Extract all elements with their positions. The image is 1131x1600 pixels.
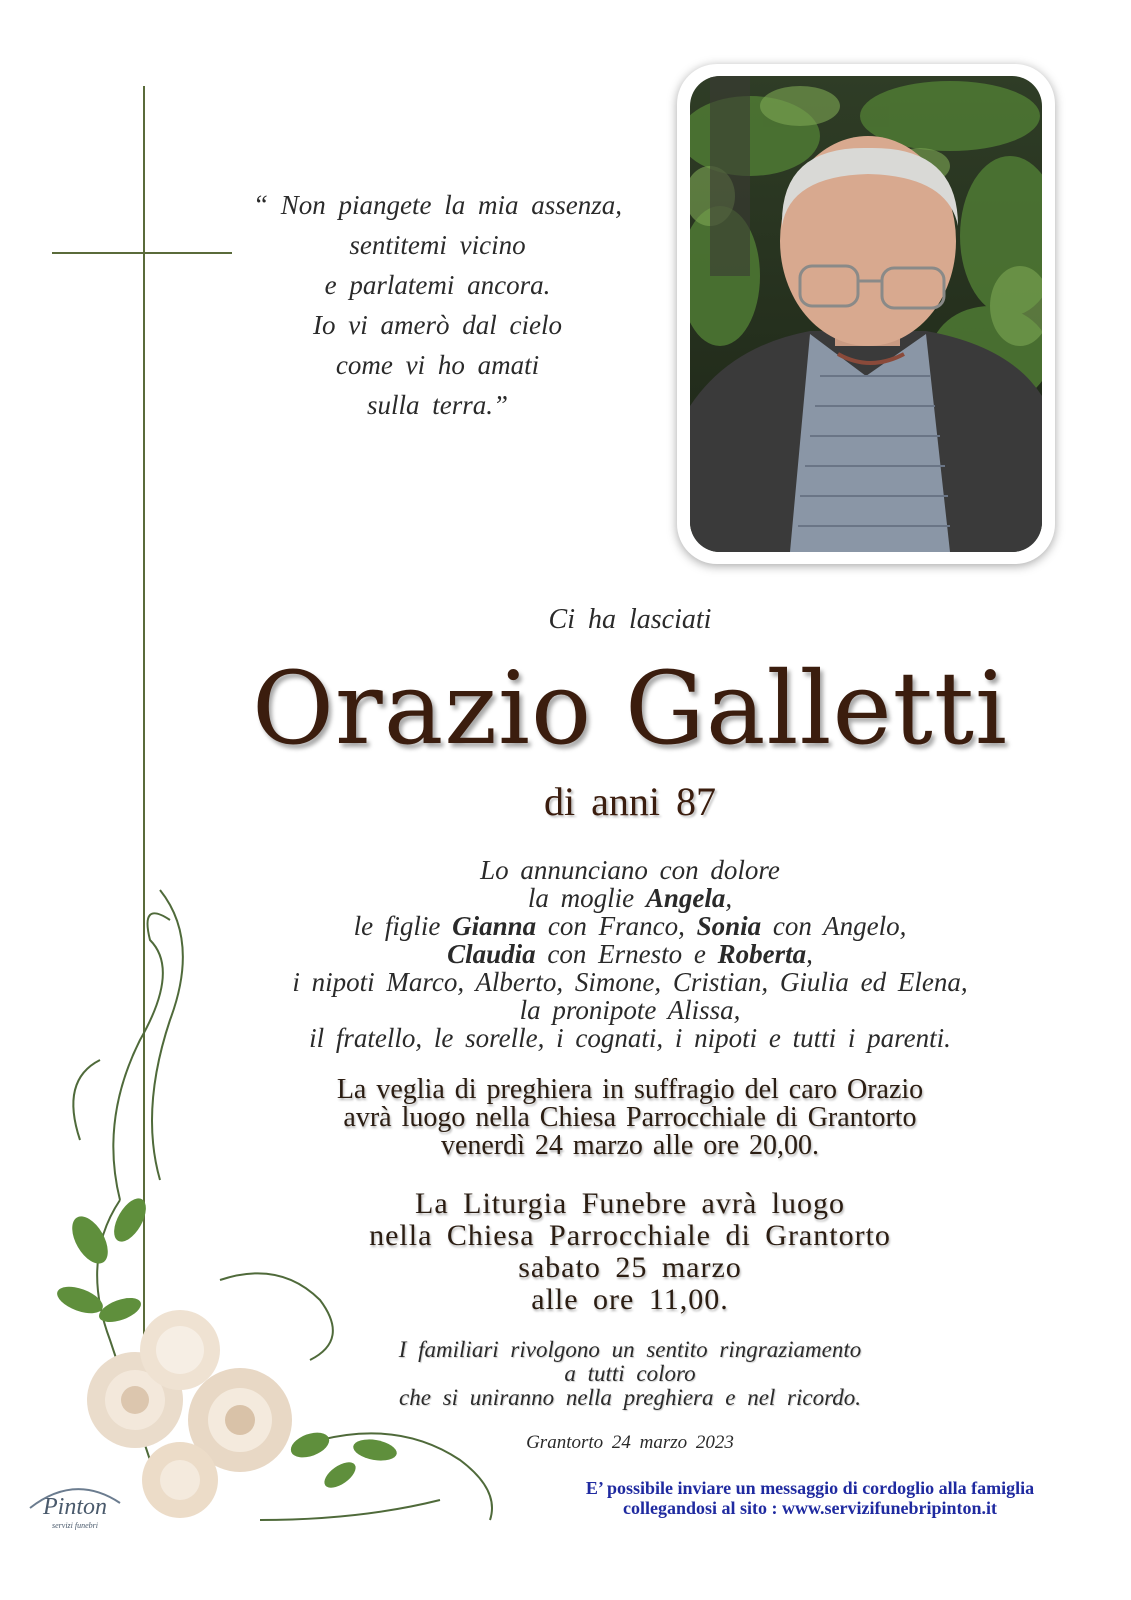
announce-text: con Ernesto e [535,939,718,969]
vigil-line: La veglia di preghiera in suffragio del caro Orazio [336,1074,924,1105]
quote-line: sulla terra.” [366,390,509,420]
announce-text: , [725,883,733,913]
funeral-line: nella Chiesa Parrocchiale di Grantorto [369,1219,891,1252]
announce-text: con Franco, [536,911,697,941]
announce-line: Lo annunciano con dolore [480,855,780,885]
quote-line: Io vi amerò dal cielo [313,310,562,340]
condolence-website[interactable]: collegandosi al sito : www.servizifunebripinton.it [622,1498,997,1518]
vigil-line: avrà luogo nella Chiesa Parrocchiale di Grantorto [343,1102,917,1133]
daughter-name: Claudia [447,939,536,969]
thanks-line: che si uniranno nella preghiera e nel ricordo. [399,1385,861,1410]
announce-text: le figlie [353,911,453,941]
svg-text:servizi funebri: servizi funebri [52,1521,98,1530]
notice-date: Grantorto 24 marzo 2023 [526,1432,734,1453]
quote-line: come vi ho amati [335,350,540,380]
announce-line: i nipoti Marco, Alberto, Simone, Cristian, Giulia ed Elena, [292,967,968,997]
quote-line: “ Non piangete la mia assenza, [252,190,622,220]
portrait-photo [690,76,1042,552]
condolence-line: E’ possibile inviare un messaggio di cordoglio alla famiglia [585,1478,1035,1498]
quote-line: e parlatemi ancora. [324,270,551,300]
age-text: di anni 87 [544,779,716,824]
vigil-line: venerdì 24 marzo alle ore 20,00. [440,1130,820,1161]
wife-name: Angela [645,883,726,913]
announce-text: la moglie [527,883,646,913]
announce-text: , [806,939,813,969]
announce-line: il fratello, le sorelle, i cognati, i nipoti e tutti i parenti. [309,1023,951,1053]
funeral-home-logo [20,1478,130,1538]
announce-line: la pronipote Alissa, [519,995,741,1025]
intro-text: Ci ha lasciati [548,604,712,635]
funeral-line: alle ore 11,00. [531,1283,729,1316]
memorial-quote [225,185,650,425]
svg-text:Pinton: Pinton [43,1494,107,1520]
condolence-info [520,1478,1100,1518]
thanks-line: I familiari rivolgono un sentito ringraziamento [398,1337,862,1362]
daughter-name: Sonia [696,911,762,941]
rose-decoration [20,880,520,1580]
funeral-line: La Liturgia Funebre avrà luogo [415,1187,845,1220]
deceased-name: Orazio Galletti [251,650,1009,767]
daughter-name: Roberta [717,939,807,969]
cross-horizontal-bar [52,252,232,254]
announce-text: con Angelo, [761,911,907,941]
funeral-line: sabato 25 marzo [518,1251,742,1284]
quote-line: sentitemi vicino [349,230,526,260]
daughter-name: Gianna [452,911,537,941]
thanks-line: a tutti coloro [564,1361,696,1386]
